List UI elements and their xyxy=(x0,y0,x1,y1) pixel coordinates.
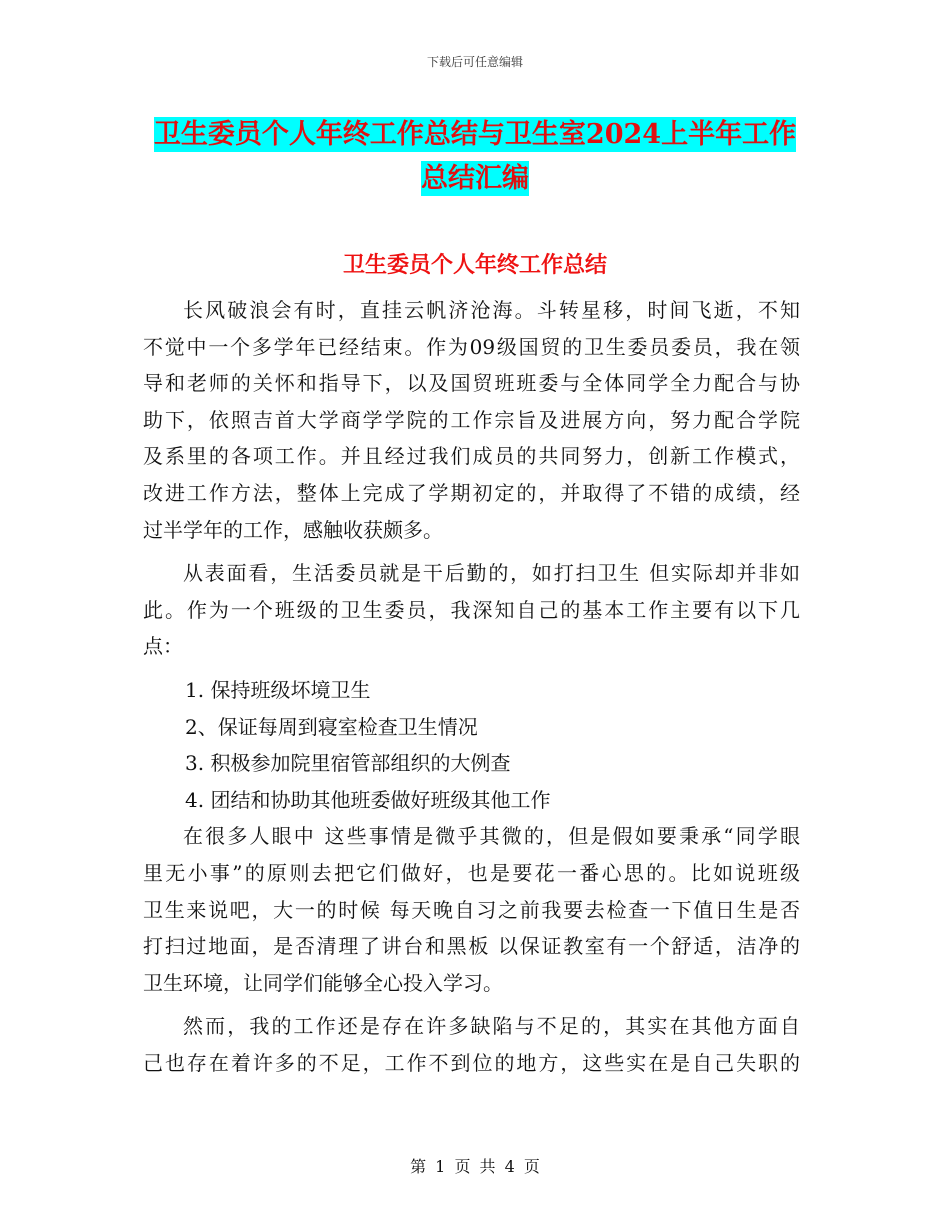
document-title-cont xyxy=(0,156,950,195)
paragraph xyxy=(143,555,800,665)
paragraph-line: 然而，我的工作还是存在许多缺陷与不足的，其实在其他方面自 xyxy=(183,1014,800,1039)
duty-list xyxy=(143,672,800,818)
title-line-2: 总结汇编 xyxy=(421,163,529,194)
paragraph-line: 在很多人眼中 这些事情是微乎其微的，但是假如要秉承“同学眼 xyxy=(183,824,800,849)
page-header: 下载后可任意编辑 xyxy=(426,55,523,69)
paragraph xyxy=(143,292,800,548)
paragraph-line: 打扫过地面，是否清理了讲台和黑板 以保证教室有一个舒适，洁净的 xyxy=(143,934,800,959)
paragraph-line: 从表面看，生活委员就是干后勤的，如打扫卫生 但实际却并非如 xyxy=(183,561,800,586)
paragraph-line: 点： xyxy=(143,634,183,659)
paragraph-line: 此。作为一个班级的卫生委员，我深知自己的基本工作主要有以下几 xyxy=(143,597,800,622)
paragraph-line: 过半学年的工作，感触收获颇多。 xyxy=(143,517,443,542)
paragraph-line: 长风破浪会有时，直挂云帆济沧海。斗转星移，时间飞逝，不知 xyxy=(183,298,800,322)
paragraph-line: 不觉中一个多学年已经结束。作为09级国贸的卫生委员委员，我在领 xyxy=(143,334,800,359)
paragraph-line: 里无小事”的原则去把它们做好，也是要花一番心思的。比如说班级 xyxy=(143,860,800,885)
paragraph-line: 助下，依照吉首大学商学学院的工作宗旨及进展方向，努力配合学院 xyxy=(143,407,800,432)
title-line-1: 卫生委员个人年终工作总结与卫生室2024上半年工作 xyxy=(153,119,797,150)
document-body xyxy=(143,292,800,1088)
paragraph-line: 己也存在着许多的不足，工作不到位的地方，这些实在是自己失职的 xyxy=(143,1050,800,1075)
page-number: 第 1 页 共 4 页 xyxy=(410,1157,540,1176)
list-item: 3. 积极参加院里宿管部组织的大例查 xyxy=(185,751,511,776)
document-title xyxy=(0,112,950,151)
paragraph-line: 卫生环境，让同学们能够全心投入学习。 xyxy=(143,970,503,995)
section-heading: 卫生委员个人年终工作总结 xyxy=(342,252,607,278)
paragraph-line: 卫生来说吧，大一的时候 每天晚自习之前我要去检查一下值日生是否 xyxy=(143,897,800,922)
paragraph-line: 导和老师的关怀和指导下，以及国贸班班委与全体同学全力配合与协 xyxy=(143,371,800,396)
list-item: 1. 保持班级坏境卫生 xyxy=(185,677,371,702)
paragraph-line: 改进工作方法，整体上完成了学期初定的，并取得了不错的成绩，经 xyxy=(143,480,800,505)
paragraph xyxy=(143,818,800,1001)
list-item: 4. 团结和协助其他班委做好班级其他工作 xyxy=(185,787,551,812)
paragraph-line: 及系里的各项工作。并且经过我们成员的共同努力，创新工作模式， xyxy=(143,444,800,469)
paragraph xyxy=(143,1008,800,1081)
list-item: 2、保证每周到寝室检查卫生情况 xyxy=(185,714,478,739)
